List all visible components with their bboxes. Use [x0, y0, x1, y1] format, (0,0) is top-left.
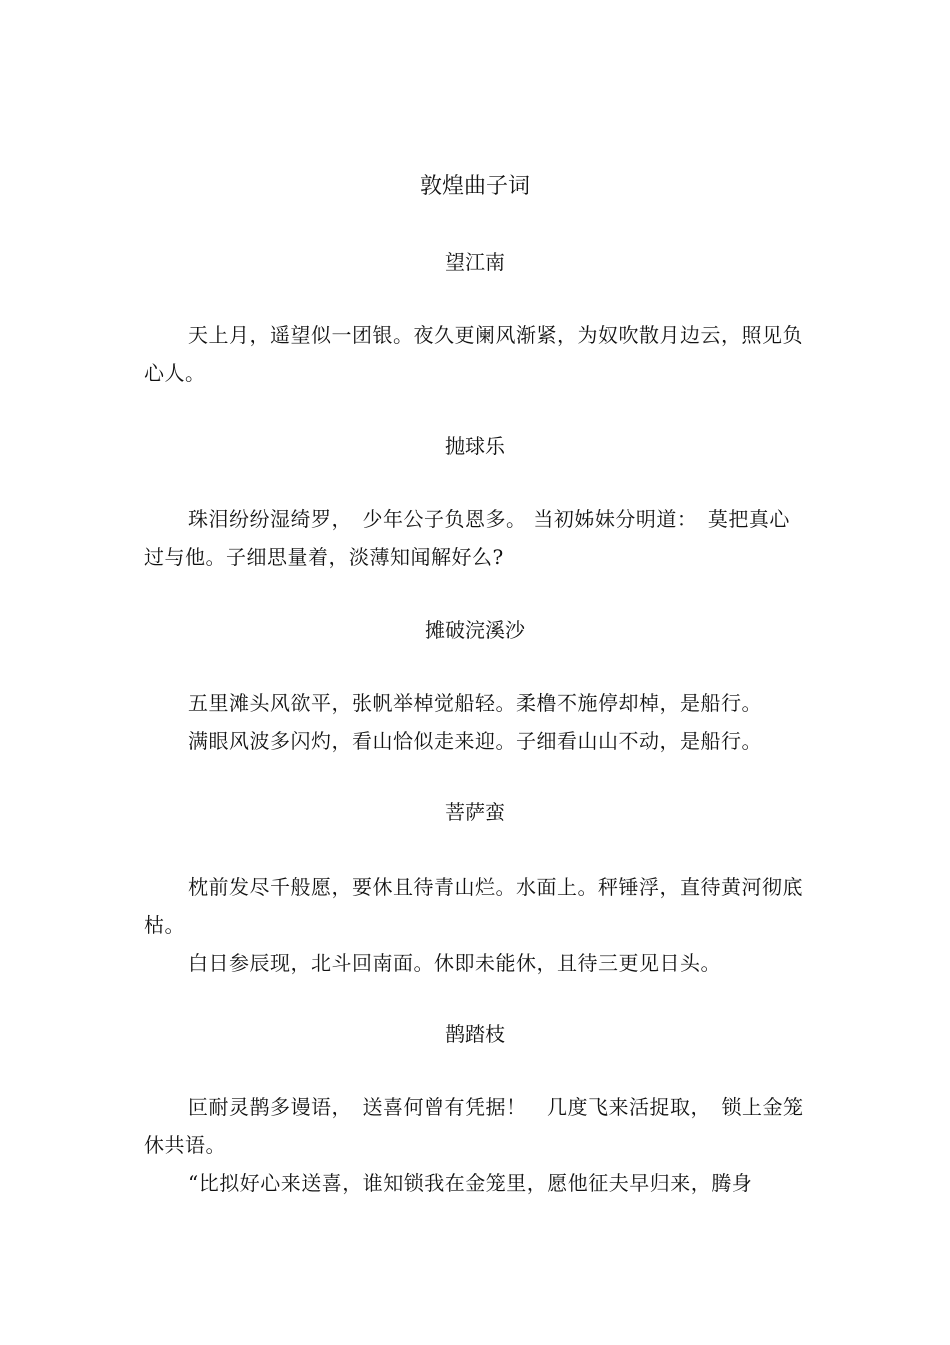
poem-paragraph: 天上月，遥望似一团银。夜久更阑风渐紧，为奴吹散月边云，照见负心人。	[144, 323, 803, 385]
poem-paragraph: “比拟好心来送喜，谁知锁我在金笼里，愿他征夫早归来，腾身	[188, 1171, 753, 1195]
poem-paragraph: 满眼风波多闪灼，看山恰似走来迎。子细看山山不动，是船行。	[188, 729, 762, 753]
poem-title-quetazhi: 鹊踏枝	[445, 1022, 505, 1046]
poem-paragraph: 珠泪纷纷湿绮罗， 少年公子负恩多。 当初姊妹分明道： 莫把真心过与他。子细思量着，淡薄知闻解好么?	[144, 507, 790, 569]
poem-paragraph: 五里滩头风欲平，张帆举棹觉船轻。柔橹不施停却棹，是船行。	[188, 691, 762, 715]
document-title: 敦煌曲子词	[419, 174, 530, 199]
poem-paragraph: 白日参辰现，北斗回南面。休即未能休，且待三更见日头。	[188, 951, 721, 975]
poem-title-pusaman: 菩萨蛮	[445, 800, 505, 824]
poem-paragraph: 叵耐灵鹊多谩语， 送喜何曾有凭据！ 几度飞来活捉取， 锁上金笼休共语。	[144, 1095, 804, 1157]
poem-title-tanpohuanxisha: 摊破浣溪沙	[425, 618, 525, 642]
poem-title-wangjiangnan: 望江南	[445, 250, 505, 274]
poem-paragraph: 枕前发尽千般愿，要休且待青山烂。水面上。秤锤浮，直待黄河彻底枯。	[144, 875, 803, 937]
poem-title-paoqiule: 抛球乐	[445, 434, 505, 458]
